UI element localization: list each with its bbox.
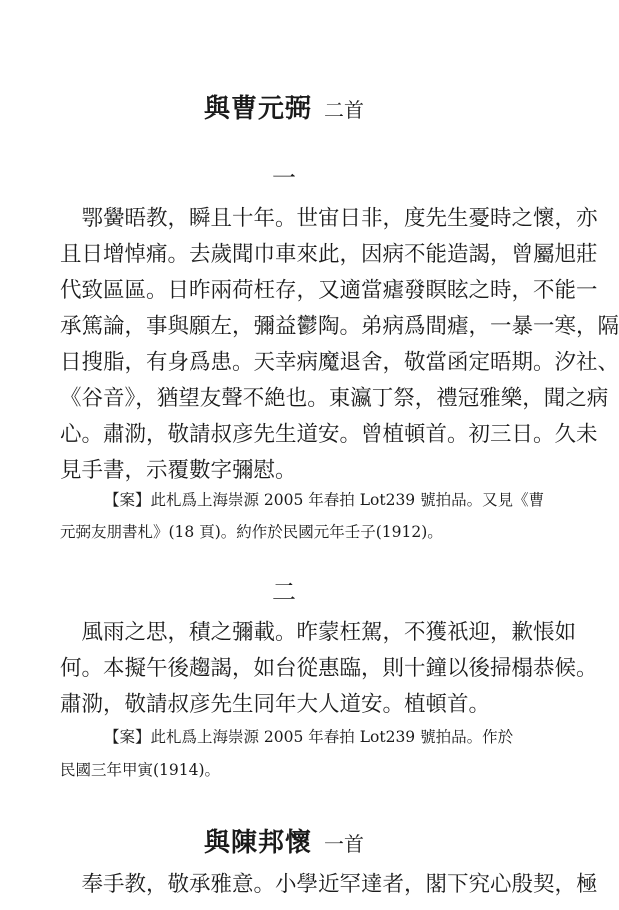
text-line: 奉手教，敬承雅意。小學近罕達者，閣下究心殷契，極: [60, 872, 598, 897]
note-line: 元弼友朋書札》(18 頁)。約作於民國元年壬子(1912)。: [60, 523, 443, 541]
section-title-cao: [0, 88, 568, 125]
note-line: 民國三年甲寅(1914)。: [60, 761, 221, 779]
section-title-main: 與陳邦懷: [203, 828, 312, 858]
text-line: 風雨之思，積之彌載。昨蒙枉駕，不獲祇迎，歉悵如: [60, 620, 577, 645]
text-line: 見手書，示覆數字彌慰。: [60, 458, 297, 483]
text-line: 且日增悼痛。去歲聞巾車來此，因病不能造謁，曾屬旭莊: [60, 242, 598, 267]
text-line: 代致區區。日昨兩荷枉存，又適當瘧發瞑眩之時，不能一: [60, 278, 598, 303]
note-line: 【案】此札爲上海崇源 2005 年春拍 Lot239 號拍品。又見《曹: [104, 491, 545, 509]
text-line: 鄂黌晤教，瞬且十年。世宙日非，度先生憂時之懷，亦: [60, 206, 598, 231]
letter-number: 二: [272, 578, 296, 606]
text-line: 何。本擬午後趨謁，如台從惠臨，則十鐘以後掃榻恭候。: [60, 656, 598, 681]
note-line: 【案】此札爲上海崇源 2005 年春拍 Lot239 號拍品。作於: [104, 728, 514, 746]
section-title-count: 一首: [324, 832, 364, 856]
text-line: 《谷音》，猶望友聲不絶也。東瀛丁祭，禮冠雅樂，聞之病: [60, 386, 609, 411]
letter-number: 一: [272, 164, 296, 192]
text-line: 心。肅泐，敬請叔彦先生道安。曾植頓首。初三日。久未: [60, 422, 598, 447]
text-line: 承篤論，事與願左，彌益鬱陶。弟病爲間瘧，一暴一寒，隔: [60, 314, 619, 339]
section-title-main: 與曹元弼: [203, 94, 312, 124]
section-title-count: 二首: [324, 98, 364, 122]
text-line: 日搜脂，有身爲患。天幸病魔退舍，敬當函定晤期。汐社、: [60, 350, 619, 375]
section-title-chen: [0, 822, 568, 859]
text-line: 肅泐，敬請叔彦先生同年大人道安。植頓首。: [60, 692, 491, 717]
